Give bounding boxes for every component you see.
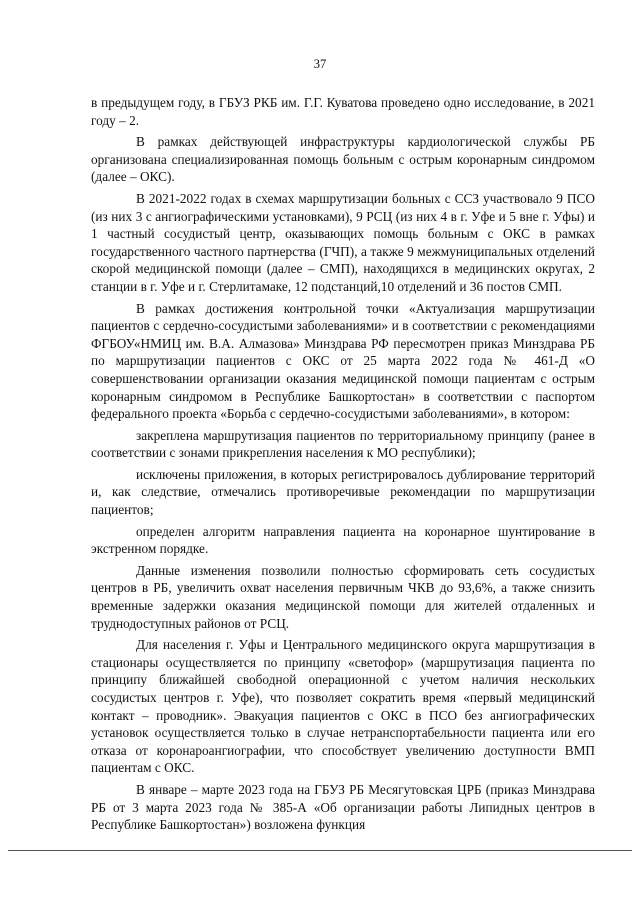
paragraph-ufa-routing: Для населения г. Уфы и Центрального медицинского округа маршрутизация в стационары осуществляется по принципу «светофор» (маршрутизация пациента по принципу ближайшей свободной операционной с учетом наличия нескольких сосудистых центров г. Уфе), что позволяет сократить время «первый медицинский контакт – проводник». Эвакуация пациентов с ОКС в ПСО без ангиографических установок осуществляется только в случае нетранспортабельности пациента или его отказа от коронароангиографии, что способствует увеличению доступности ВМП пациентам с ОКС. — [91, 637, 595, 776]
document-body — [91, 94, 595, 838]
paragraph-control-point: В рамках достижения контрольной точки «Актуализация маршрутизации пациентов с сердечно-сосудистыми заболеваниями» и в соответствии с рекомендациями ФГБОУ«НМИЦ им. В.А. Алмазова» Минздрава РФ пересмотрен приказ Минздрава РБ по маршрутизации пациентов с ОКС от 25 марта 2022 года № 461-Д «О совершенствовании организации оказания медицинской помощи пациентам с острым коронарным синдромом в Республике Башкортостан» в соответствии с паспортом федерального проекта «Борьба с сердечно-сосудистыми заболеваниями», в котором: — [91, 300, 595, 422]
paragraph-lipid-centers: В январе – марте 2023 года на ГБУЗ РБ Месягутовская ЦРБ (приказ Минздрава РБ от 3 марта 2023 года № 385-А «Об организации работы Липидных центров в Республике Башкортостан») возложена функция — [91, 781, 595, 833]
paragraph-routing-network: В 2021-2022 годах в схемах маршрутизации больных с ССЗ участвовало 9 ПСО (из них 3 с ангиографическими установками), 9 РСЦ (из них 4 в г. Уфе и 5 вне г. Уфы) и 1 частный сосудистый центр, оказывающих помощь больным с ОКС в рамках государственного частного партнерства (ГЧП), а также 9 межмуниципальных отделений скорой медицинской помощи (далее – СМП), находящихся в медицинских округах, 2 станции в г. Уфе и г. Стерлитамаке, 12 подстанций,10 отделений и 36 постов СМП. — [91, 190, 595, 294]
list-item-algorithm: определен алгоритм направления пациента на коронарное шунтирование в экстренном порядке. — [91, 523, 595, 557]
paragraph-continuation: в предыдущем году, в ГБУЗ РКБ им. Г.Г. Куватова проведено одно исследование, в 2021 году – 2. — [91, 95, 595, 128]
paragraph-ocs-care: В рамках действующей инфраструктуры кардиологической службы РБ организована специализированная помощь больным с острым коронарным синдромом (далее – ОКС). — [91, 134, 595, 185]
list-item-excluded: исключены приложения, в которых регистрировалось дублирование территорий и, как следствие, отмечались противоречивые рекомендации по маршрутизации пациентов; — [91, 466, 595, 518]
paragraph-network-formed: Данные изменения позволили полностью сформировать сеть сосудистых центров в РБ, увеличить охват населения первичным ЧКВ до 93,6%, а также снизить временные задержки оказания медицинской помощи для жителей отдаленных и труднодоступных районов от РСЦ. — [91, 562, 595, 631]
page-number: 37 — [313, 57, 327, 71]
list-item-territorial: закреплена маршрутизация пациентов по территориальному принципу (ранее в соответствии с зонами прикрепления населения к МО республики); — [91, 427, 595, 461]
page-bottom-divider — [8, 850, 632, 851]
